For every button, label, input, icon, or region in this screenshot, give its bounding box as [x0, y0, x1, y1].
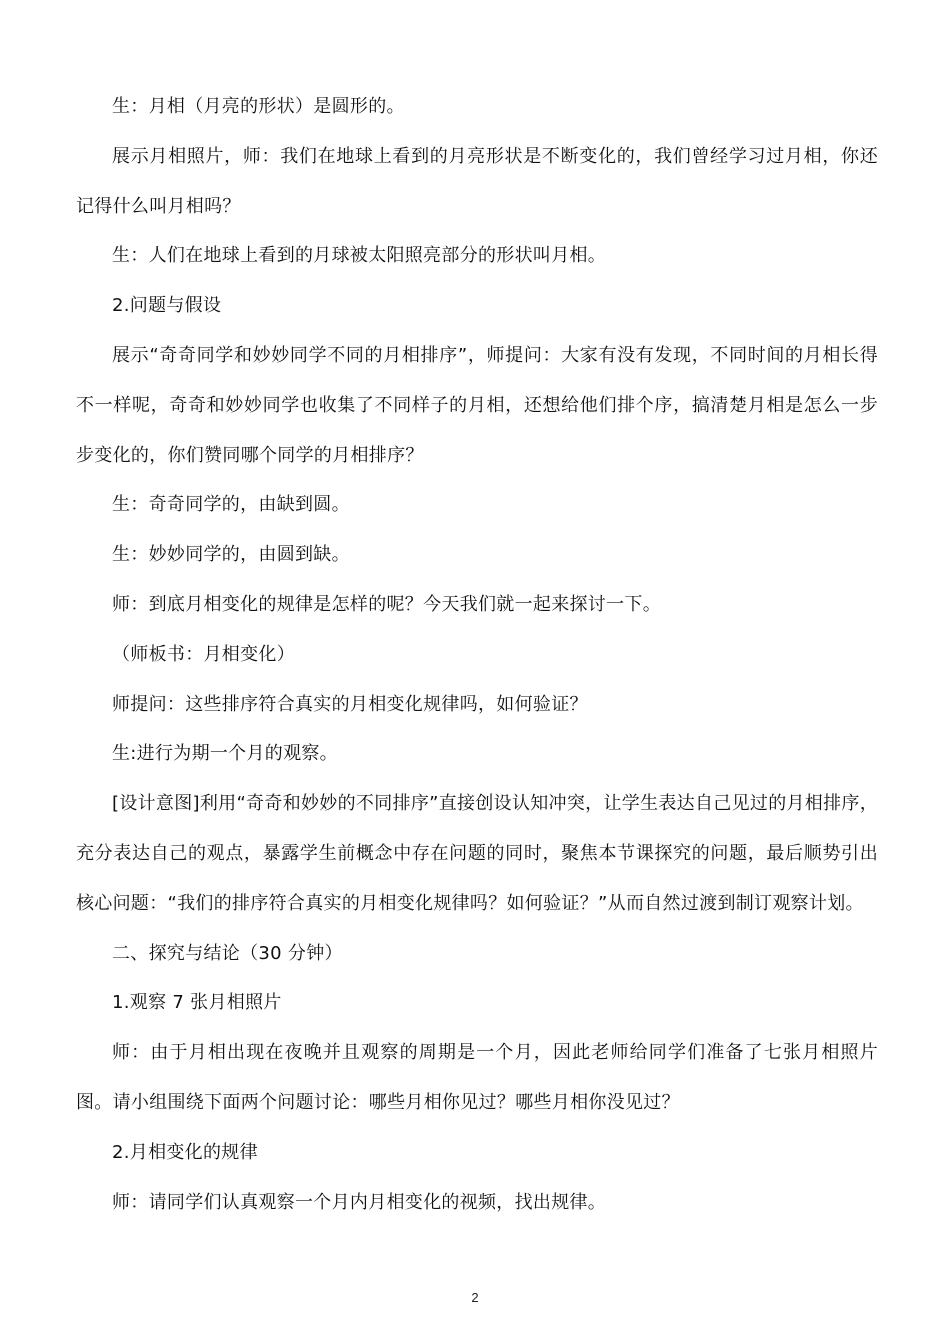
paragraph: 生:进行为期一个月的观察。: [112, 743, 338, 765]
paragraph: 师：请同学们认真观察一个月内月相变化的视频，找出规律。: [112, 1191, 607, 1213]
document-body: [76, 82, 878, 1227]
paragraph: 生：人们在地球上看到的月球被太阳照亮部分的形状叫月相。: [112, 245, 607, 267]
section-heading: 1.观察 7 张月相照片: [112, 992, 282, 1014]
paragraph: 师：到底月相变化的规律是怎样的呢？今天我们就一起来探讨一下。: [112, 593, 661, 615]
section-heading: 二、探究与结论（30 分钟）: [112, 942, 343, 964]
paragraph: （师板书：月相变化）: [112, 643, 295, 665]
design-intent-paragraph: [设计意图]利用“奇奇和妙妙的不同排序”直接创设认知冲突，让学生表达自己见过的月相排序，充分表达自己的观点，暴露学生前概念中存在问题的同时，聚焦本节课探究的问题，最后顺势引出核心问题：“我们的排序符合真实的月相变化规律吗？如何验证？”从而自然过渡到制订观察计划。: [76, 793, 878, 914]
paragraph: 师：由于月相出现在夜晚并且观察的周期是一个月，因此老师给同学们准备了七张月相照片图。请小组围绕下面两个问题讨论：哪些月相你见过？哪些月相你没见过？: [76, 1042, 878, 1113]
section-heading: 2.月相变化的规律: [112, 1141, 258, 1163]
paragraph: 生：妙妙同学的，由圆到缺。: [112, 544, 350, 566]
paragraph: 生：月相（月亮的形状）是圆形的。: [112, 96, 405, 117]
paragraph: 师提问：这些排序符合真实的月相变化规律吗，如何验证？: [112, 693, 588, 715]
paragraph: 展示“奇奇同学和妙妙同学不同的月相排序”，师提问：大家有没有发现，不同时间的月相长得不一样呢，奇奇和妙妙同学也收集了不同样子的月相，还想给他们排个序，搞清楚月相是怎么一步步变化的，你们赞同哪个同学的月相排序？: [76, 344, 878, 466]
page-number: 2: [471, 1290, 479, 1305]
paragraph: 生：奇奇同学的，由缺到圆。: [112, 494, 350, 516]
section-heading: 2.问题与假设: [112, 295, 222, 317]
paragraph: 展示月相照片，师：我们在地球上看到的月亮形状是不断变化的，我们曾经学习过月相，你还记得什么叫月相吗？: [76, 145, 878, 217]
